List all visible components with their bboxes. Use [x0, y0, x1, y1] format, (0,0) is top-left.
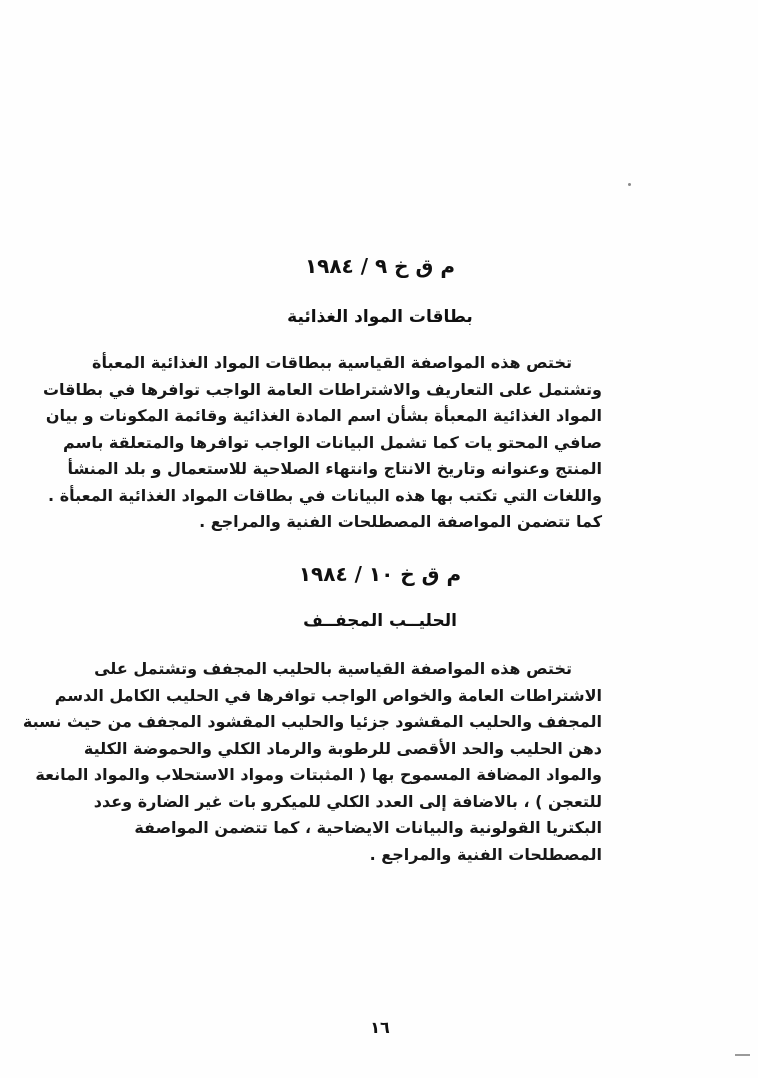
standard-scope-paragraph-1 — [42, 350, 602, 536]
paragraph-line: المواد الغذائية المعبأة بشأن اسم المادة الغذائية وقائمة المكونات و بيان — [45, 406, 602, 425]
paragraph-line: صافي المحتو يات كما تشمل البيانات الواجب توافرها والمتعلقة باسم — [63, 432, 602, 452]
standard-title-2: الحليــب المجفــف — [303, 611, 457, 631]
paragraph-line: المجفف والحليب المقشود جزئيا والحليب المقشود المجفف من حيث نسبة — [22, 712, 602, 731]
paragraph-line: دهن الحليب والحد الأقصى للرطوبة والرماد الكلي والحموضة الكلية — [83, 738, 602, 758]
standard-title-1: بطاقات المواد الغذائية — [287, 307, 473, 327]
paragraph-line: المصطلحات الفنية والمراجع . — [369, 844, 602, 864]
paragraph-line: المنتج وعنوانه وتاريخ الانتاج وانتهاء الصلاحية للاستعمال و بلد المنشأ — [67, 459, 602, 478]
paragraph-line: واللغات التي تكتب بها هذه البيانات في بطاقات المواد الغذائية المعبأة . — [48, 485, 602, 505]
paragraph-line: وتشتمل على التعاريف والاشتراطات العامة الواجب توافرها في بطاقات — [42, 379, 602, 399]
scan-artifact-dot — [628, 183, 631, 186]
paragraph-line: تختص هذه المواصفة القياسية بالحليب المجفف وتشتمل على — [94, 659, 572, 678]
standard-code-heading-1: م ق خ ٩ / ١٩٨٤ — [304, 254, 456, 278]
standard-scope-paragraph-2 — [22, 656, 602, 868]
standard-code-heading-2: م ق خ ١٠ / ١٩٨٤ — [298, 562, 462, 586]
paragraph-line: تختص هذه المواصفة القياسية ببطاقات المواد الغذائية المعبأة — [92, 353, 572, 372]
paragraph-line: والمواد المضافة المسموح بها ( المثبتات ومواد الاستحلاب والمواد المانعة — [35, 765, 602, 784]
paragraph-line: الاشتراطات العامة والخواص الواجب توافرها في الحليب الكامل الدسم — [54, 685, 602, 705]
scan-artifact-dash — [735, 1054, 750, 1056]
paragraph-line: كما تتضمن المواصفة المصطلحات الفنية والمراجع . — [199, 512, 602, 531]
paragraph-line: للتعجن ) ، بالاضافة إلى العدد الكلي للميكرو بات غير الضارة وعدد — [93, 791, 602, 811]
page-number: ١٦ — [370, 1018, 390, 1037]
paragraph-line: البكتريا القولونية والبيانات الايضاحية ، كما تتضمن المواصفة — [134, 818, 602, 837]
